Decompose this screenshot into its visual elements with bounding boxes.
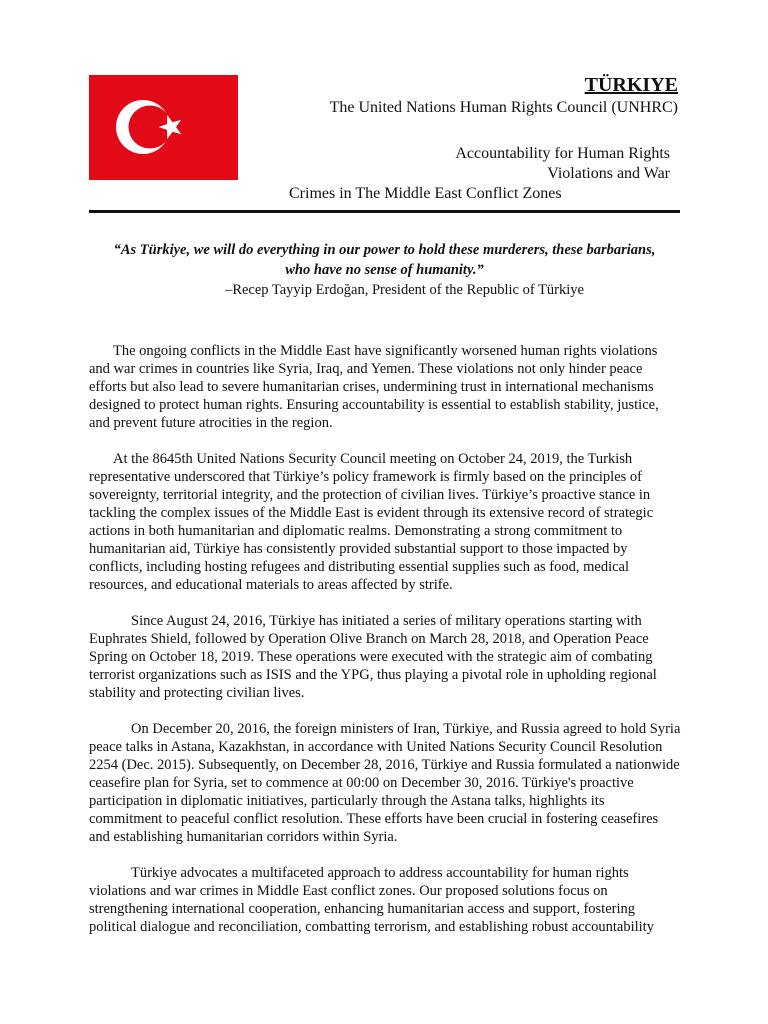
- body-paragraph: On December 20, 2016, the foreign ministers of Iran, Türkiye, and Russia agreed to hold Syria peace talks in Astana, Kazakhstan, in accordance with United Nations Security Council Resolution 2254 (Dec. 2015). Subsequently, on December 28, 2016, Türkiye and Russia formulated a nationwide ceasefire plan for Syria, set to commence at 00:00 on December 30, 2016. Türkiye's proactive participation in diplomatic initiatives, particularly through the Astana talks, highlights its commitment to peaceful conflict resolution. These efforts have been crucial in fostering ceasefires and establishing humanitarian corridors within Syria.: [89, 721, 681, 845]
- turkish-flag-icon: [89, 75, 238, 180]
- quote-line: “As Türkiye, we will do everything in our power to hold these murderers, these barbarians,: [113, 242, 656, 258]
- topic-title: [288, 144, 670, 204]
- topic-line: Violations and War: [547, 165, 670, 182]
- body-paragraph: Since August 24, 2016, Türkiye has initiated a series of military operations starting with Euphrates Shield, followed by Operation Olive Branch on March 28, 2018, and Operation Peace Spring on October 18, 2019. These operations were executed with the strategic aim of combating terrorist organizations such as ISIS and the YPG, thus playing a pivotal role in upholding regional stability and protecting civilian lives.: [89, 613, 657, 701]
- body-paragraph: The ongoing conflicts in the Middle East have significantly worsened human rights violations and war crimes in countries like Syria, Iraq, and Yemen. These violations not only hinder peace efforts but also lead to severe humanitarian crises, undermining trust in international mechanisms designed to protect human rights. Ensuring accountability is essential to establish stability, justice, and prevent future atrocities in the region.: [89, 343, 659, 431]
- document-body: [89, 342, 681, 954]
- document-header: [218, 74, 678, 118]
- body-paragraph: At the 8645th United Nations Security Council meeting on October 24, 2019, the Turkish representative underscored that Türkiye’s policy framework is firmly based on the principles of sovereignty, territorial integrity, and the protection of civilian lives. Türkiye’s proactive stance in tackling the complex issues of the Middle East is evident through its extensive record of strategic actions in both humanitarian and diplomatic realms. Demonstrating a strong commitment to humanitarian aid, Türkiye has consistently provided substantial support to those impacted by conflicts, including hosting refugees and distributing essential supplies such as food, medical resources, and educational materials to areas affected by strife.: [89, 451, 654, 593]
- committee-name: The United Nations Human Rights Council (UNHRC): [329, 99, 678, 116]
- quote-line: who have no sense of humanity.”: [285, 262, 484, 278]
- body-paragraph: Türkiye advocates a multifaceted approach to address accountability for human rights violations and war crimes in Middle East conflict zones. Our proposed solutions focus on strengthening international cooperation, enhancing humanitarian access and support, fostering political dialogue and reconciliation, combatting terrorism, and establishing robust accountability: [89, 865, 654, 935]
- country-name: TÜRKIYE: [584, 74, 678, 96]
- header-divider: [89, 210, 680, 213]
- opening-quote: [89, 240, 680, 300]
- topic-line: Crimes in The Middle East Conflict Zones: [289, 185, 562, 202]
- topic-line: Accountability for Human Rights: [455, 145, 670, 162]
- quote-attribution: –Recep Tayyip Erdoğan, President of the Republic of Türkiye: [225, 282, 584, 298]
